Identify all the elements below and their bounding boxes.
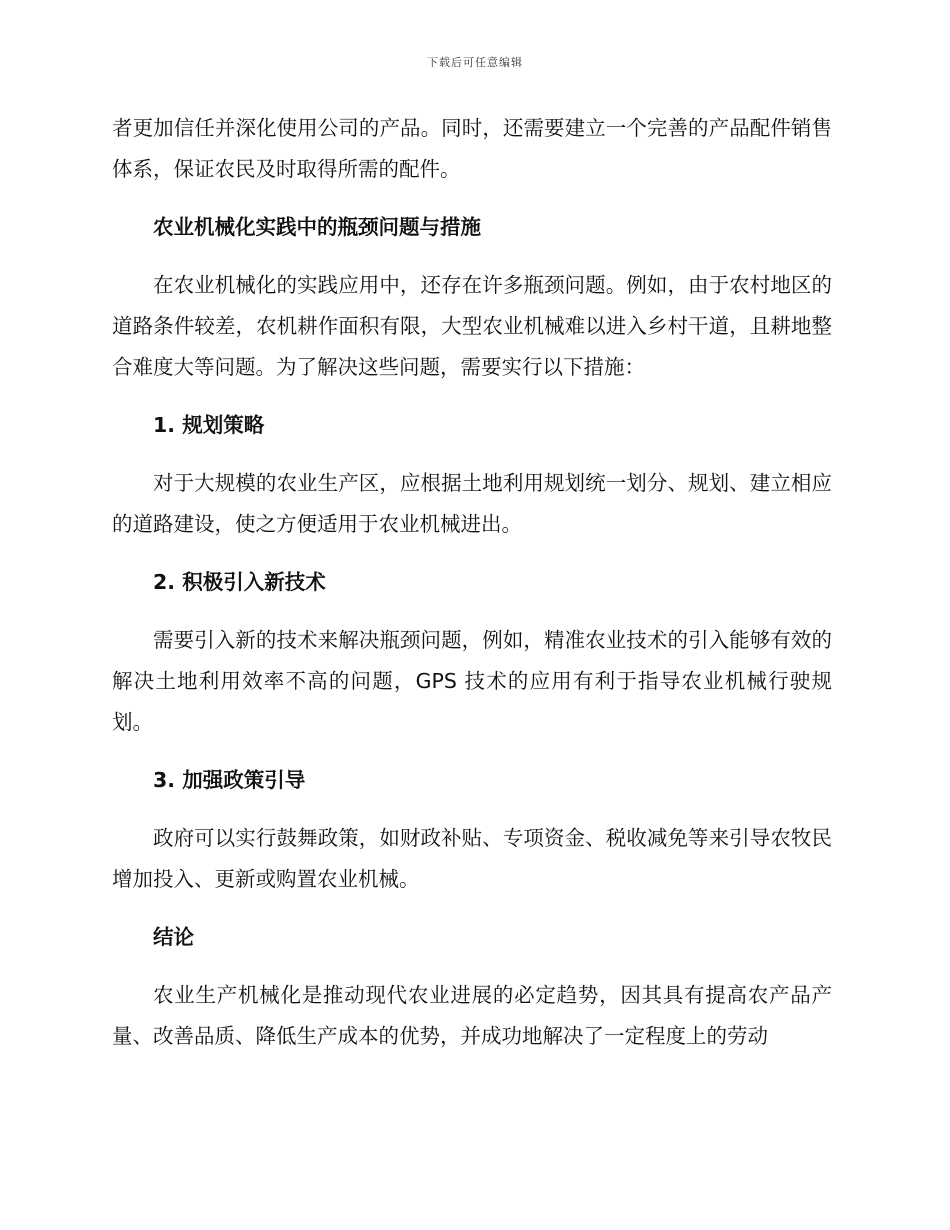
page-header-note: 下载后可任意编辑 [427, 56, 523, 69]
document-body [112, 108, 832, 1057]
paragraph-bottlenecks: 在农业机械化的实践应用中，还存在许多瓶颈问题。例如，由于农村地区的道路条件较差，农机耕作面积有限，大型农业机械难以进入乡村干道，且耕地整合难度大等问题。为了解决这些问题，需要实行以下措施： [112, 273, 832, 379]
paragraph-policy: 政府可以实行鼓舞政策，如财政补贴、专项资金、税收减免等来引导农牧民增加投入、更新或购置农业机械。 [112, 826, 832, 891]
subheading-planning: 1. 规划策略 [153, 413, 265, 437]
subheading-new-technology: 2. 积极引入新技术 [153, 570, 326, 594]
paragraph-new-technology: 需要引入新的技术来解决瓶颈问题，例如，精准农业技术的引入能够有效的解决土地利用效率不高的问题，GPS 技术的应用有利于指导农业机械行驶规划。 [112, 628, 832, 734]
spacer [112, 603, 832, 620]
spacer [112, 446, 832, 463]
paragraph-planning: 对于大规模的农业生产区，应根据土地利用规划统一划分、规划、建立相应的道路建设，使之方便适用于农业机械进出。 [112, 471, 832, 536]
spacer [112, 545, 832, 562]
section-heading-bottlenecks: 农业机械化实践中的瓶颈问题与措施 [153, 215, 481, 239]
spacer [112, 743, 832, 760]
spacer [112, 958, 832, 975]
spacer [112, 388, 832, 405]
spacer [112, 900, 832, 917]
subheading-policy: 3. 加强政策引导 [153, 768, 306, 792]
paragraph-continuation: 者更加信任并深化使用公司的产品。同时，还需要建立一个完善的产品配件销售体系，保证农民及时取得所需的配件。 [112, 116, 832, 181]
spacer [112, 801, 832, 818]
spacer [112, 190, 832, 207]
spacer [112, 248, 832, 265]
paragraph-conclusion: 农业生产机械化是推动现代农业进展的必定趋势，因其具有提高农产品产量、改善品质、降低生产成本的优势，并成功地解决了一定程度上的劳动 [112, 983, 832, 1048]
section-heading-conclusion: 结论 [153, 925, 194, 949]
